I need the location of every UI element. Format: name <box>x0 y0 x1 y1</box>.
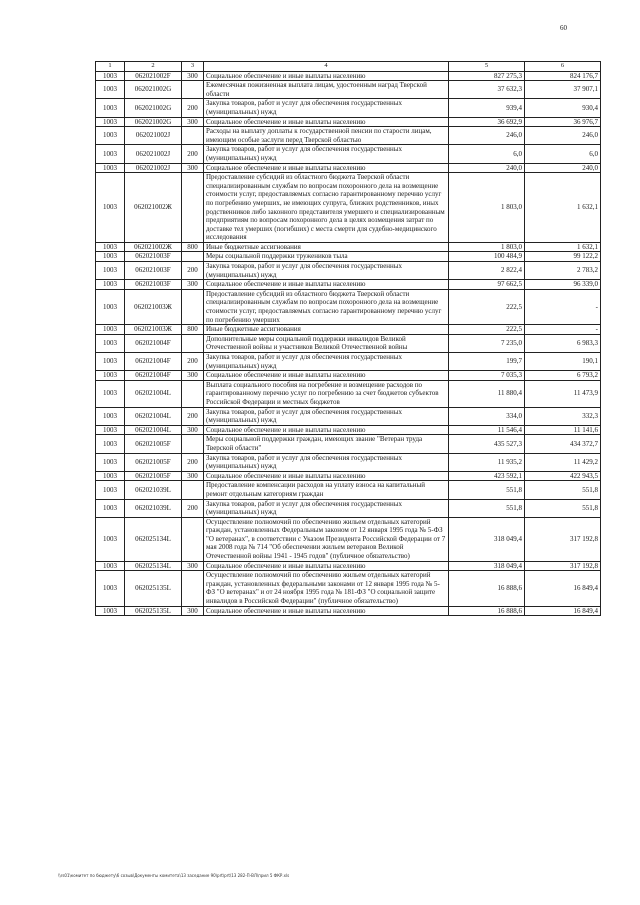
section-code-cell: 1003 <box>96 99 125 117</box>
section-code-cell: 1003 <box>96 325 125 335</box>
expense-type-cell: 200 <box>182 453 204 471</box>
table-row <box>96 252 601 262</box>
target-code-cell: 062021002G <box>125 99 182 117</box>
amount-col5-cell: 318 049,4 <box>449 561 525 571</box>
table-row <box>96 435 601 453</box>
amount-col6-cell: 317 192,8 <box>525 517 601 561</box>
target-code-cell: 062021002J <box>125 127 182 145</box>
budget-table <box>95 61 601 616</box>
target-code-cell: 062025134L <box>125 561 182 571</box>
amount-col5-cell: 939,4 <box>449 99 525 117</box>
table-row <box>96 289 601 324</box>
description-cell: Социальное обеспечение и иные выплаты населению <box>204 561 449 571</box>
column-header: 3 <box>182 62 204 72</box>
table-row <box>96 380 601 407</box>
amount-col6-cell: 246,0 <box>525 127 601 145</box>
section-code-cell: 1003 <box>96 173 125 243</box>
table-row <box>96 145 601 163</box>
table-row <box>96 81 601 99</box>
amount-col5-cell: 2 822,4 <box>449 262 525 280</box>
section-code-cell: 1003 <box>96 517 125 561</box>
target-code-cell: 062021003Ж <box>125 289 182 324</box>
expense-type-cell <box>182 334 204 352</box>
section-code-cell: 1003 <box>96 571 125 606</box>
amount-col6-cell: 16 849,4 <box>525 606 601 616</box>
expense-type-cell: 200 <box>182 145 204 163</box>
amount-col5-cell: 1 803,0 <box>449 173 525 243</box>
target-code-cell: 062021002Ж <box>125 242 182 252</box>
expense-type-cell: 300 <box>182 561 204 571</box>
table-row <box>96 481 601 499</box>
section-code-cell: 1003 <box>96 453 125 471</box>
amount-col5-cell: 7 035,3 <box>449 371 525 381</box>
expense-type-cell <box>182 435 204 453</box>
amount-col6-cell: - <box>525 289 601 324</box>
target-code-cell: 062021004F <box>125 334 182 352</box>
amount-col6-cell: 1 632,1 <box>525 173 601 243</box>
amount-col5-cell: 222,5 <box>449 325 525 335</box>
amount-col5-cell: 435 527,3 <box>449 435 525 453</box>
amount-col5-cell: 240,0 <box>449 163 525 173</box>
description-cell: Расходы на выплату доплаты к государственной пенсии по старости лицам, имеющим особые заслуги перед Тверской областью <box>204 127 449 145</box>
amount-col5-cell: 16 888,6 <box>449 606 525 616</box>
description-cell: Закупка товаров, работ и услуг для обеспечения государственных (муниципальных) нужд <box>204 145 449 163</box>
amount-col6-cell: 332,3 <box>525 407 601 425</box>
amount-col6-cell: 190,1 <box>525 353 601 371</box>
expense-type-cell: 200 <box>182 262 204 280</box>
expense-type-cell <box>182 517 204 561</box>
target-code-cell: 062021002J <box>125 163 182 173</box>
amount-col6-cell: 36 976,7 <box>525 117 601 127</box>
amount-col5-cell: 6,0 <box>449 145 525 163</box>
amount-col5-cell: 423 592,1 <box>449 471 525 481</box>
table-row <box>96 561 601 571</box>
column-header: 4 <box>204 62 449 72</box>
amount-col6-cell: 37 907,1 <box>525 81 601 99</box>
section-code-cell: 1003 <box>96 81 125 99</box>
amount-col5-cell: 100 484,9 <box>449 252 525 262</box>
description-cell: Предоставление субсидий из областного бюджета Тверской области специализированным службам по вопросам похоронного дела на возмещение стоимости услуг, предоставляемых согласно гарантированному перечню услуг по погребению умерших, не имеющих супруга, близких родственников, иных родственников либо законного представителя умершего и специализированным предприятиям по вопросам похоронного дела в целях возмещения затрат по доставке тел умерших (погибших) с места смерти для судебно-медицинского исследования <box>204 173 449 243</box>
expense-type-cell: 300 <box>182 71 204 81</box>
description-cell: Социальное обеспечение и иные выплаты населению <box>204 371 449 381</box>
amount-col5-cell: 16 888,6 <box>449 571 525 606</box>
target-code-cell: 062021002F <box>125 71 182 81</box>
table-row <box>96 371 601 381</box>
description-cell: Социальное обеспечение и иные выплаты населению <box>204 471 449 481</box>
target-code-cell: 062021004L <box>125 407 182 425</box>
description-cell: Осуществление полномочий по обеспечению жильем отдельных категорий граждан, установленных федеральными законами от 12 января 1995 года № 5-ФЗ "О ветеранах" и от 24 ноября 1995 года № 181-ФЗ "О социальной защите инвалидов в Российской Федерации" (публичное обязательство) <box>204 571 449 606</box>
target-code-cell: 062021002Ж <box>125 173 182 243</box>
section-code-cell: 1003 <box>96 71 125 81</box>
target-code-cell: 062021003Ж <box>125 325 182 335</box>
expense-type-cell: 200 <box>182 353 204 371</box>
table-body <box>96 71 601 616</box>
amount-col6-cell: 551,8 <box>525 481 601 499</box>
table-row <box>96 99 601 117</box>
table-row <box>96 517 601 561</box>
amount-col5-cell: 551,8 <box>449 481 525 499</box>
column-header: 6 <box>525 62 601 72</box>
description-cell: Социальное обеспечение и иные выплаты населению <box>204 71 449 81</box>
amount-col6-cell: 2 783,2 <box>525 262 601 280</box>
amount-col6-cell: 434 372,7 <box>525 435 601 453</box>
description-cell: Закупка товаров, работ и услуг для обеспечения государственных (муниципальных) нужд <box>204 453 449 471</box>
expense-type-cell: 800 <box>182 325 204 335</box>
amount-col5-cell: 11 935,2 <box>449 453 525 471</box>
section-code-cell: 1003 <box>96 371 125 381</box>
expense-type-cell <box>182 252 204 262</box>
amount-col6-cell: 6 983,3 <box>525 334 601 352</box>
amount-col6-cell: 824 176,7 <box>525 71 601 81</box>
table-row <box>96 163 601 173</box>
amount-col5-cell: 222,5 <box>449 289 525 324</box>
section-code-cell: 1003 <box>96 407 125 425</box>
description-cell: Осуществление полномочий по обеспечению жильем отдельных категорий граждан, установленных Федеральным законом от 12 января 1995 года № 5-ФЗ "О ветеранах", в соответствии с Указом Президента Российской Федерации от 7 мая 2008 года № 714 "Об обеспечении жильем ветеранов Великой Отечественной войны 1941 - 1945 годов" (публичное обязательство) <box>204 517 449 561</box>
expense-type-cell: 300 <box>182 371 204 381</box>
amount-col6-cell: 11 429,2 <box>525 453 601 471</box>
section-code-cell: 1003 <box>96 561 125 571</box>
amount-col5-cell: 1 803,0 <box>449 242 525 252</box>
amount-col6-cell: 422 943,5 <box>525 471 601 481</box>
section-code-cell: 1003 <box>96 481 125 499</box>
description-cell: Ежемесячная пожизненная выплата лицам, удостоенным наград Тверской области <box>204 81 449 99</box>
expense-type-cell: 300 <box>182 117 204 127</box>
amount-col6-cell: 1 632,1 <box>525 242 601 252</box>
target-code-cell: 062021003F <box>125 262 182 280</box>
target-code-cell: 062021039L <box>125 481 182 499</box>
expense-type-cell <box>182 289 204 324</box>
target-code-cell: 062021004F <box>125 353 182 371</box>
table-row <box>96 353 601 371</box>
target-code-cell: 062025134L <box>125 517 182 561</box>
amount-col5-cell: 97 662,5 <box>449 280 525 290</box>
expense-type-cell <box>182 380 204 407</box>
file-path-footer: \\rs01\комитет по бюджету\6 созыв\Документы комитета\13 заседание 90\prt\prt\13 282-П-ВЛ\прил 5 ФКР.xls <box>58 873 290 878</box>
section-code-cell: 1003 <box>96 242 125 252</box>
table-row <box>96 499 601 517</box>
amount-col6-cell: 11 473,9 <box>525 380 601 407</box>
description-cell: Социальное обеспечение и иные выплаты населению <box>204 425 449 435</box>
expense-type-cell <box>182 571 204 606</box>
section-code-cell: 1003 <box>96 163 125 173</box>
description-cell: Закупка товаров, работ и услуг для обеспечения государственных (муниципальных) нужд <box>204 99 449 117</box>
table-row <box>96 453 601 471</box>
description-cell: Выплата социального пособия на погребение и возмещение расходов по гарантированному перечню услуг по погребению за счет бюджетов субъектов Российской Федерации и местных бюджетов <box>204 380 449 407</box>
amount-col6-cell: 6,0 <box>525 145 601 163</box>
column-header: 2 <box>125 62 182 72</box>
table-header <box>96 62 601 72</box>
section-code-cell: 1003 <box>96 499 125 517</box>
section-code-cell: 1003 <box>96 606 125 616</box>
amount-col6-cell: 11 141,6 <box>525 425 601 435</box>
expense-type-cell <box>182 81 204 99</box>
amount-col6-cell: 240,0 <box>525 163 601 173</box>
section-code-cell: 1003 <box>96 471 125 481</box>
expense-type-cell <box>182 173 204 243</box>
header-row <box>96 62 601 72</box>
amount-col6-cell: 551,8 <box>525 499 601 517</box>
description-cell: Закупка товаров, работ и услуг для обеспечения государственных (муниципальных) нужд <box>204 262 449 280</box>
section-code-cell: 1003 <box>96 380 125 407</box>
target-code-cell: 062021005F <box>125 435 182 453</box>
target-code-cell: 062021002J <box>125 145 182 163</box>
description-cell: Меры социальной поддержки граждан, имеющих звание "Ветеран труда Тверской области" <box>204 435 449 453</box>
amount-col5-cell: 37 632,3 <box>449 81 525 99</box>
table-row <box>96 117 601 127</box>
description-cell: Предоставление субсидий из областного бюджета Тверской области специализированным службам по вопросам похоронного дела на возмещение стоимости услуг, предоставляемых согласно гарантированному перечню услуг по погребению умерших <box>204 289 449 324</box>
amount-col5-cell: 11 546,4 <box>449 425 525 435</box>
table-row <box>96 325 601 335</box>
target-code-cell: 062021005F <box>125 453 182 471</box>
amount-col6-cell: 317 192,8 <box>525 561 601 571</box>
target-code-cell: 062021002G <box>125 81 182 99</box>
section-code-cell: 1003 <box>96 353 125 371</box>
expense-type-cell: 300 <box>182 606 204 616</box>
table-row <box>96 606 601 616</box>
expense-type-cell: 300 <box>182 471 204 481</box>
target-code-cell: 062021004F <box>125 371 182 381</box>
table-row <box>96 425 601 435</box>
amount-col5-cell: 7 235,0 <box>449 334 525 352</box>
table-row <box>96 127 601 145</box>
description-cell: Закупка товаров, работ и услуг для обеспечения государственных (муниципальных) нужд <box>204 353 449 371</box>
expense-type-cell: 300 <box>182 425 204 435</box>
description-cell: Дополнительные меры социальной поддержки инвалидов Великой Отечественной войны и участников Великой Отечественной войны <box>204 334 449 352</box>
amount-col5-cell: 334,0 <box>449 407 525 425</box>
target-code-cell: 062025135L <box>125 606 182 616</box>
amount-col5-cell: 199,7 <box>449 353 525 371</box>
section-code-cell: 1003 <box>96 289 125 324</box>
section-code-cell: 1003 <box>96 262 125 280</box>
column-header: 1 <box>96 62 125 72</box>
target-code-cell: 062021004L <box>125 425 182 435</box>
description-cell: Социальное обеспечение и иные выплаты населению <box>204 163 449 173</box>
expense-type-cell: 300 <box>182 280 204 290</box>
amount-col6-cell: 96 339,0 <box>525 280 601 290</box>
section-code-cell: 1003 <box>96 425 125 435</box>
amount-col5-cell: 827 275,3 <box>449 71 525 81</box>
table-row <box>96 173 601 243</box>
amount-col5-cell: 11 880,4 <box>449 380 525 407</box>
section-code-cell: 1003 <box>96 280 125 290</box>
description-cell: Закупка товаров, работ и услуг для обеспечения государственных (муниципальных) нужд <box>204 407 449 425</box>
amount-col5-cell: 551,8 <box>449 499 525 517</box>
target-code-cell: 062021039L <box>125 499 182 517</box>
target-code-cell: 062025135L <box>125 571 182 606</box>
description-cell: Социальное обеспечение и иные выплаты населению <box>204 280 449 290</box>
page-number: 60 <box>560 24 567 32</box>
expense-type-cell <box>182 481 204 499</box>
column-header: 5 <box>449 62 525 72</box>
amount-col5-cell: 318 049,4 <box>449 517 525 561</box>
amount-col6-cell: 99 122,2 <box>525 252 601 262</box>
amount-col5-cell: 246,0 <box>449 127 525 145</box>
amount-col6-cell: 930,4 <box>525 99 601 117</box>
target-code-cell: 062021003F <box>125 280 182 290</box>
expense-type-cell: 200 <box>182 99 204 117</box>
amount-col5-cell: 36 692,9 <box>449 117 525 127</box>
section-code-cell: 1003 <box>96 252 125 262</box>
amount-col6-cell: 6 793,2 <box>525 371 601 381</box>
target-code-cell: 062021002G <box>125 117 182 127</box>
table-row <box>96 262 601 280</box>
table-row <box>96 571 601 606</box>
expense-type-cell <box>182 127 204 145</box>
amount-col6-cell: - <box>525 325 601 335</box>
table-row <box>96 71 601 81</box>
description-cell: Иные бюджетные ассигнования <box>204 325 449 335</box>
table-row <box>96 280 601 290</box>
description-cell: Закупка товаров, работ и услуг для обеспечения государственных (муниципальных) нужд <box>204 499 449 517</box>
target-code-cell: 062021003F <box>125 252 182 262</box>
table-row <box>96 471 601 481</box>
section-code-cell: 1003 <box>96 127 125 145</box>
description-cell: Меры социальной поддержки тружеников тыла <box>204 252 449 262</box>
description-cell: Иные бюджетные ассигнования <box>204 242 449 252</box>
section-code-cell: 1003 <box>96 145 125 163</box>
expense-type-cell: 800 <box>182 242 204 252</box>
description-cell: Социальное обеспечение и иные выплаты населению <box>204 606 449 616</box>
description-cell: Социальное обеспечение и иные выплаты населению <box>204 117 449 127</box>
expense-type-cell: 200 <box>182 407 204 425</box>
expense-type-cell: 300 <box>182 163 204 173</box>
table-row <box>96 334 601 352</box>
section-code-cell: 1003 <box>96 117 125 127</box>
target-code-cell: 062021004L <box>125 380 182 407</box>
amount-col6-cell: 16 849,4 <box>525 571 601 606</box>
expense-type-cell: 200 <box>182 499 204 517</box>
target-code-cell: 062021005F <box>125 471 182 481</box>
section-code-cell: 1003 <box>96 334 125 352</box>
description-cell: Предоставление компенсации расходов на уплату взноса на капитальный ремонт отдельным категориям граждан <box>204 481 449 499</box>
section-code-cell: 1003 <box>96 435 125 453</box>
table-row <box>96 407 601 425</box>
table-row <box>96 242 601 252</box>
